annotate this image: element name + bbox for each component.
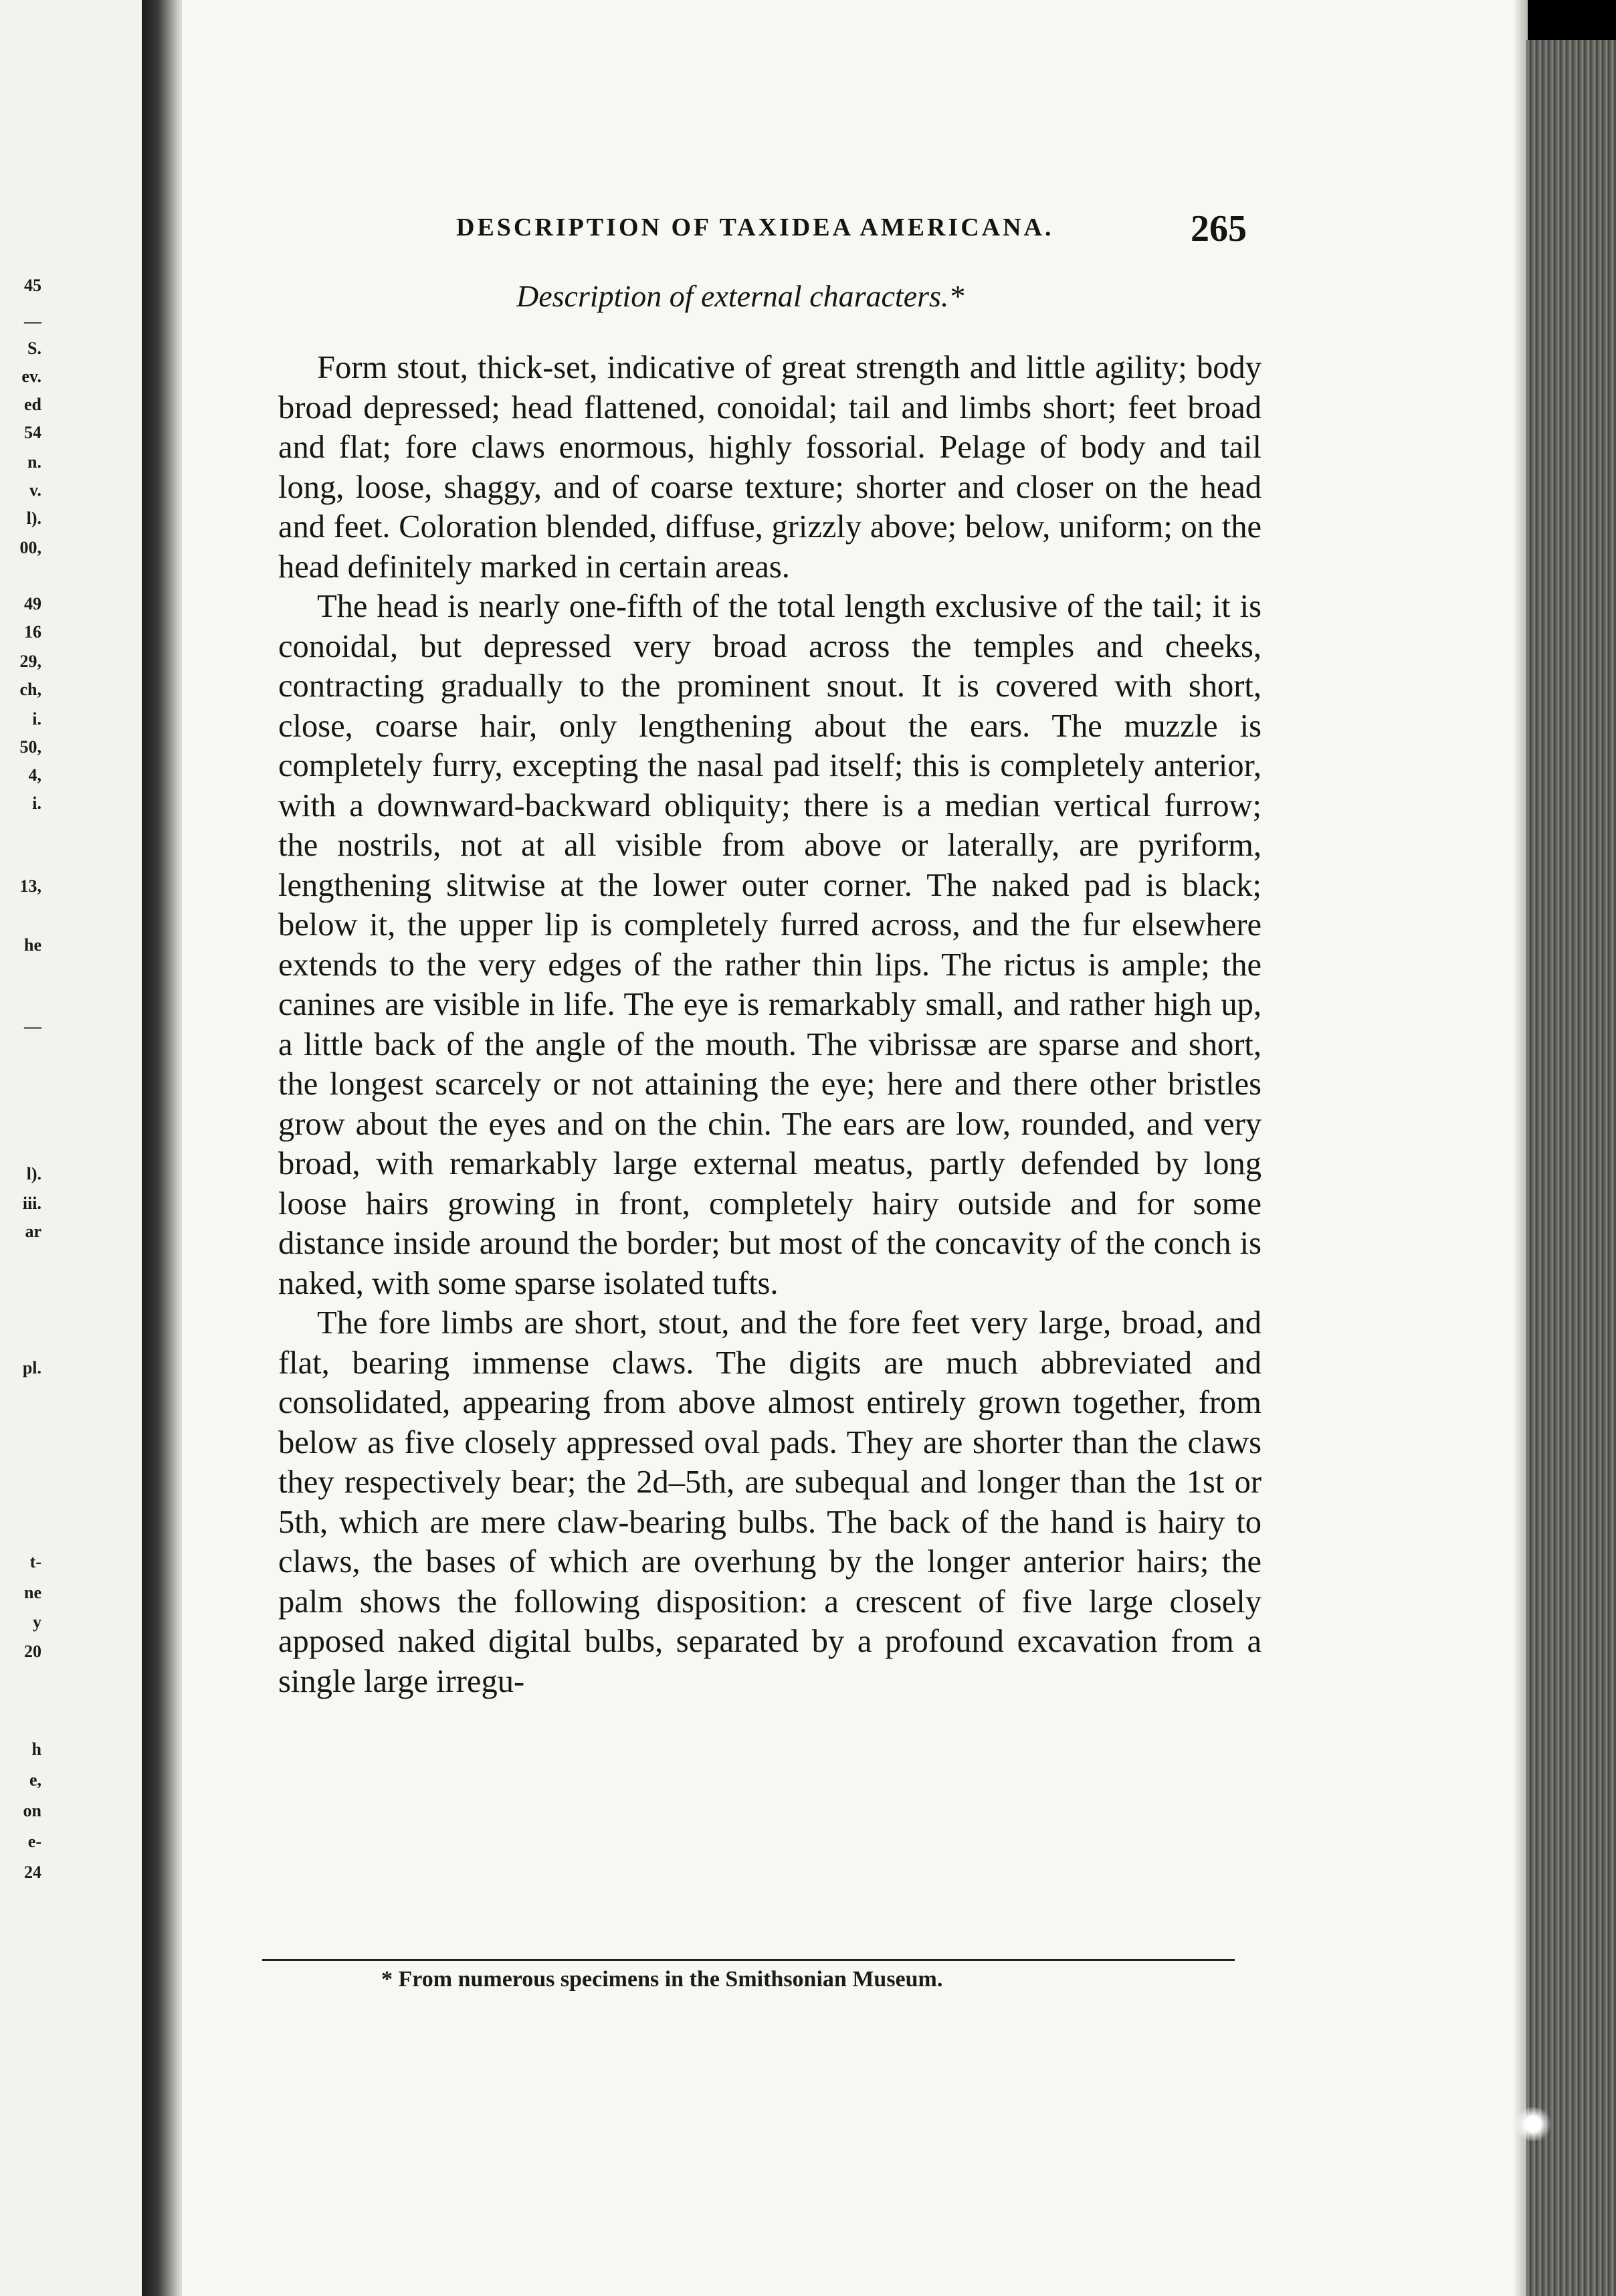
left-fragment: 45: [24, 276, 41, 295]
left-fragment: he: [24, 935, 41, 955]
left-fragment: 50,: [19, 737, 41, 757]
left-fragment: 00,: [19, 538, 41, 557]
page-stack-edge: [1526, 40, 1616, 2296]
left-fragment: ch,: [19, 680, 41, 699]
left-fragment: h: [31, 1739, 41, 1759]
left-fragment: —: [24, 312, 41, 331]
paragraph: Form stout, thick-set, indicative of great strength and little agility; body broad depressed; head flattened, conoidal; tail and limbs short; feet broad and flat; fore claws enormous, highly fossorial. Pelage of body and tail long, loose, shaggy, and of coarse texture; shorter and closer on the head and feet. Coloration blended, diffuse, grizzly above; below, uniform; on the head definitely marked in certain areas.: [278, 350, 1261, 585]
left-fragment: 29,: [19, 652, 41, 671]
body-text: [278, 348, 1261, 1701]
paragraph: The head is nearly one-fifth of the total length exclusive of the tail; it is conoidal, but depressed very broad across the temples and cheeks, contracting gradually to the prominent snout. It is covered with short, close, coarse hair, only lengthening about the ears. The muzzle is completely furry, excepting the nasal pad itself; this is completely anterior, with a downward-backward obliquity; there is a median vertical furrow; the nostrils, not at all visible from above or laterally, are pyriform, lengthening slitwise at the lower outer corner. The naked pad is black; below it, the upper lip is completely furred across, and the fur elsewhere extends to the very edges of the rather thin lips. The rictus is ample; the canines are visible in life. The eye is remarkably small, and rather high up, a little back of the angle of the mouth. The vibrissæ are sparse and short, the longest scarcely or not attaining the eye; here and there other bristles grow about the eyes and on the chin. The ears are low, rounded, and very broad, with remarkably large external meatus, partly defended by long loose hairs growing in front, completely hairy outside and for some distance inside around the border; but most of the concavity of the conch is naked, with some sparse isolated tufts.: [278, 589, 1261, 1301]
left-fragment: ed: [24, 395, 41, 414]
running-header: DESCRIPTION OF TAXIDEA AMERICANA.: [456, 213, 1054, 242]
left-fragment: 49: [24, 594, 41, 613]
left-fragment: ne: [24, 1583, 41, 1602]
left-fragment: 4,: [28, 765, 41, 785]
left-fragment: e-: [27, 1832, 41, 1851]
left-fragment: n.: [27, 452, 41, 472]
left-fragment: t-: [29, 1552, 41, 1571]
left-fragment: iii.: [22, 1193, 41, 1213]
left-fragment: on: [23, 1801, 41, 1820]
left-fragment: 16: [24, 622, 41, 642]
section-title: Description of external characters.*: [516, 279, 965, 313]
left-page-edge: [0, 0, 142, 2296]
left-fragment: i.: [32, 793, 41, 813]
page-edge-shadow: [1513, 0, 1528, 2296]
left-fragment: ar: [25, 1222, 41, 1241]
footnote: * From numerous specimens in the Smithsonian Museum.: [381, 1967, 943, 1992]
left-fragment: e,: [29, 1770, 41, 1790]
left-fragment: l).: [26, 1164, 41, 1183]
footnote-rule: [262, 1959, 1235, 1961]
left-fragment: pl.: [22, 1358, 41, 1377]
book-gutter: [142, 0, 182, 2296]
left-fragment: 20: [24, 1642, 41, 1661]
left-fragment: i.: [32, 709, 41, 729]
scan-highlight: [1513, 2107, 1553, 2141]
left-fragment: l).: [26, 508, 41, 528]
left-fragment: y: [33, 1612, 41, 1632]
page-number: 265: [1191, 208, 1247, 250]
left-fragment: v.: [29, 480, 41, 500]
left-fragment: —: [24, 1017, 41, 1036]
paragraph: The fore limbs are short, stout, and the fore feet very large, broad, and flat, bearing immense claws. The digits are much abbreviated and consolidated, appearing from above almost entirely grown together, from below as five closely appressed oval pads. They are shorter than the claws they respectively bear; the 2d–5th, are subequal and longer than the 1st or 5th, which are mere claw-bearing bulbs. The back of the hand is hairy to claws, the bases of which are overhung by the longer anterior hairs; the palm shows the following disposition: a crescent of five large closely apposed naked digital bulbs, separated by a profound excavation from a single large irregu-: [278, 1305, 1261, 1699]
left-fragment: ev.: [21, 367, 41, 386]
left-fragment: S.: [27, 339, 41, 358]
left-fragment: 24: [24, 1862, 41, 1882]
left-fragment: 13,: [19, 876, 41, 896]
left-fragment: 54: [24, 423, 41, 442]
